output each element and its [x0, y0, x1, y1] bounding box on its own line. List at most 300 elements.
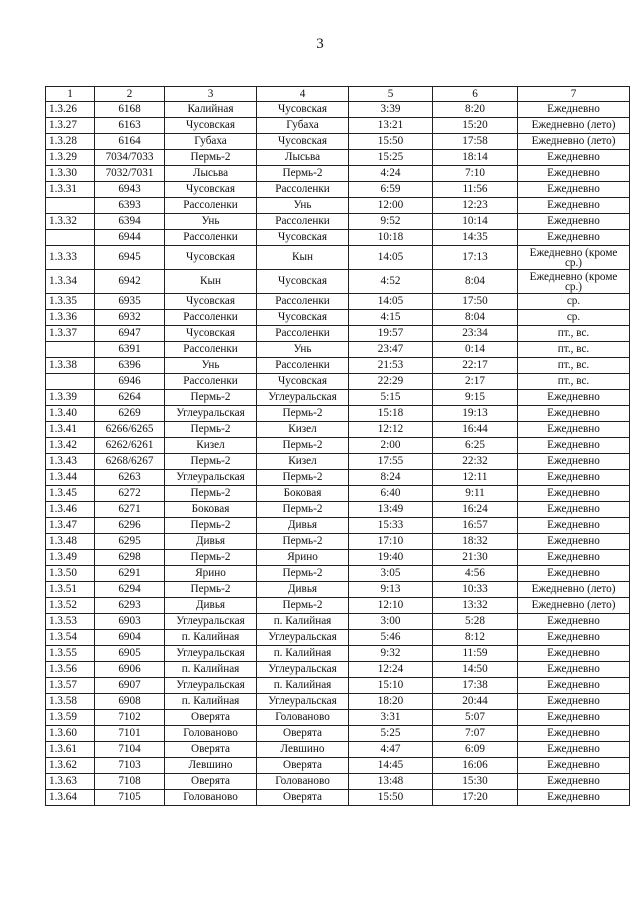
- table-row: [46, 550, 630, 566]
- cell-item-number: 1.3.34: [46, 270, 95, 294]
- cell-train-number: 6298: [95, 550, 165, 566]
- cell-item-number: 1.3.59: [46, 710, 95, 726]
- cell-departure-time: 12:10: [349, 598, 433, 614]
- cell-departure-time: 22:29: [349, 374, 433, 390]
- cell-train-number: 7101: [95, 726, 165, 742]
- cell-arrival-station: Чусовская: [257, 134, 349, 150]
- cell-departure-time: 5:15: [349, 390, 433, 406]
- cell-arrival-time: 16:24: [433, 502, 518, 518]
- cell-arrival-station: Губаха: [257, 118, 349, 134]
- cell-arrival-station: Левшино: [257, 742, 349, 758]
- cell-arrival-time: 9:15: [433, 390, 518, 406]
- table-body: [46, 102, 630, 806]
- cell-departure-time: 6:59: [349, 182, 433, 198]
- cell-arrival-station: Ярино: [257, 550, 349, 566]
- cell-train-number: 6291: [95, 566, 165, 582]
- cell-item-number: 1.3.28: [46, 134, 95, 150]
- table-row: [46, 374, 630, 390]
- table-row: [46, 134, 630, 150]
- cell-arrival-station: Чусовская: [257, 102, 349, 118]
- cell-train-number: 6906: [95, 662, 165, 678]
- header-cell: 2: [95, 87, 165, 102]
- cell-departure-time: 3:05: [349, 566, 433, 582]
- cell-item-number: 1.3.51: [46, 582, 95, 598]
- cell-departure-station: п. Калийная: [165, 694, 257, 710]
- cell-train-number: 6164: [95, 134, 165, 150]
- cell-item-number: 1.3.37: [46, 326, 95, 342]
- cell-arrival-time: 5:28: [433, 614, 518, 630]
- cell-arrival-time: 8:12: [433, 630, 518, 646]
- cell-departure-time: 9:52: [349, 214, 433, 230]
- table-row: [46, 214, 630, 230]
- table-row: [46, 678, 630, 694]
- cell-train-number: 6268/6267: [95, 454, 165, 470]
- cell-schedule-days: Ежедневно: [518, 518, 630, 534]
- cell-departure-time: 18:20: [349, 694, 433, 710]
- cell-arrival-station: Дивья: [257, 582, 349, 598]
- cell-schedule-days: Ежедневно: [518, 550, 630, 566]
- cell-item-number: 1.3.39: [46, 390, 95, 406]
- cell-item-number: 1.3.62: [46, 758, 95, 774]
- cell-arrival-station: Чусовская: [257, 230, 349, 246]
- table-row: [46, 502, 630, 518]
- cell-departure-station: Губаха: [165, 134, 257, 150]
- cell-train-number: 6391: [95, 342, 165, 358]
- cell-departure-time: 21:53: [349, 358, 433, 374]
- cell-schedule-days: Ежедневно (кроме ср.): [518, 246, 630, 270]
- cell-train-number: 6907: [95, 678, 165, 694]
- cell-departure-time: 14:45: [349, 758, 433, 774]
- header-row: [46, 87, 630, 102]
- table-row: [46, 118, 630, 134]
- cell-departure-time: 12:12: [349, 422, 433, 438]
- cell-arrival-time: 6:09: [433, 742, 518, 758]
- cell-departure-station: Левшино: [165, 758, 257, 774]
- cell-train-number: 6908: [95, 694, 165, 710]
- cell-item-number: 1.3.45: [46, 486, 95, 502]
- cell-departure-station: Пермь-2: [165, 150, 257, 166]
- cell-schedule-days: ср.: [518, 294, 630, 310]
- cell-item-number: 1.3.50: [46, 566, 95, 582]
- cell-arrival-station: Рассоленки: [257, 358, 349, 374]
- cell-departure-station: Кизел: [165, 438, 257, 454]
- cell-arrival-station: Пермь-2: [257, 470, 349, 486]
- cell-item-number: 1.3.30: [46, 166, 95, 182]
- cell-arrival-time: 22:17: [433, 358, 518, 374]
- cell-departure-time: 6:40: [349, 486, 433, 502]
- cell-arrival-station: Голованово: [257, 774, 349, 790]
- cell-train-number: 6393: [95, 198, 165, 214]
- cell-departure-station: Рассоленки: [165, 342, 257, 358]
- cell-departure-station: Рассоленки: [165, 374, 257, 390]
- table-row: [46, 470, 630, 486]
- cell-arrival-time: 16:44: [433, 422, 518, 438]
- table-row: [46, 486, 630, 502]
- cell-item-number: 1.3.42: [46, 438, 95, 454]
- cell-arrival-time: 5:07: [433, 710, 518, 726]
- cell-arrival-time: 15:20: [433, 118, 518, 134]
- table-row: [46, 662, 630, 678]
- cell-departure-time: 17:55: [349, 454, 433, 470]
- cell-arrival-station: п. Калийная: [257, 678, 349, 694]
- cell-arrival-time: 17:13: [433, 246, 518, 270]
- cell-arrival-time: 17:50: [433, 294, 518, 310]
- cell-train-number: 6262/6261: [95, 438, 165, 454]
- header-cell: 3: [165, 87, 257, 102]
- cell-arrival-time: 9:11: [433, 486, 518, 502]
- cell-arrival-time: 6:25: [433, 438, 518, 454]
- cell-arrival-station: Голованово: [257, 710, 349, 726]
- cell-departure-time: 10:18: [349, 230, 433, 246]
- cell-departure-time: 17:10: [349, 534, 433, 550]
- cell-train-number: 6943: [95, 182, 165, 198]
- cell-item-number: 1.3.48: [46, 534, 95, 550]
- cell-item-number: 1.3.38: [46, 358, 95, 374]
- cell-train-number: 7108: [95, 774, 165, 790]
- cell-departure-station: Рассоленки: [165, 310, 257, 326]
- cell-arrival-station: Унь: [257, 342, 349, 358]
- cell-departure-station: п. Калийная: [165, 662, 257, 678]
- cell-item-number: [46, 342, 95, 358]
- table-row: [46, 454, 630, 470]
- cell-train-number: 7104: [95, 742, 165, 758]
- cell-departure-time: 3:31: [349, 710, 433, 726]
- train-schedule-table: [45, 86, 630, 806]
- cell-schedule-days: Ежедневно: [518, 470, 630, 486]
- cell-departure-time: 3:39: [349, 102, 433, 118]
- cell-departure-time: 5:46: [349, 630, 433, 646]
- cell-train-number: 6295: [95, 534, 165, 550]
- cell-item-number: 1.3.54: [46, 630, 95, 646]
- cell-departure-station: Голованово: [165, 790, 257, 806]
- cell-arrival-station: Рассоленки: [257, 182, 349, 198]
- cell-schedule-days: Ежедневно: [518, 534, 630, 550]
- cell-departure-time: 15:50: [349, 790, 433, 806]
- cell-schedule-days: Ежедневно: [518, 486, 630, 502]
- cell-departure-time: 23:47: [349, 342, 433, 358]
- cell-arrival-station: Пермь-2: [257, 534, 349, 550]
- cell-schedule-days: Ежедневно: [518, 646, 630, 662]
- cell-departure-time: 15:33: [349, 518, 433, 534]
- cell-arrival-station: Чусовская: [257, 310, 349, 326]
- cell-departure-station: Углеуральская: [165, 646, 257, 662]
- cell-schedule-days: Ежедневно: [518, 694, 630, 710]
- cell-arrival-station: Углеуральская: [257, 662, 349, 678]
- cell-item-number: 1.3.47: [46, 518, 95, 534]
- cell-item-number: 1.3.41: [46, 422, 95, 438]
- cell-train-number: 6293: [95, 598, 165, 614]
- table-row: [46, 390, 630, 406]
- table-row: [46, 438, 630, 454]
- cell-item-number: 1.3.36: [46, 310, 95, 326]
- cell-departure-station: Углеуральская: [165, 406, 257, 422]
- cell-item-number: 1.3.53: [46, 614, 95, 630]
- cell-arrival-time: 8:04: [433, 270, 518, 294]
- cell-item-number: 1.3.29: [46, 150, 95, 166]
- table-row: [46, 342, 630, 358]
- cell-schedule-days: Ежедневно (лето): [518, 118, 630, 134]
- cell-schedule-days: пт., вс.: [518, 326, 630, 342]
- cell-arrival-time: 11:56: [433, 182, 518, 198]
- cell-arrival-time: 14:50: [433, 662, 518, 678]
- cell-departure-station: Рассоленки: [165, 198, 257, 214]
- cell-departure-station: Оверята: [165, 774, 257, 790]
- cell-departure-station: Кын: [165, 270, 257, 294]
- table-row: [46, 726, 630, 742]
- cell-schedule-days: Ежедневно: [518, 790, 630, 806]
- cell-train-number: 6396: [95, 358, 165, 374]
- cell-departure-station: Углеуральская: [165, 470, 257, 486]
- table-row: [46, 774, 630, 790]
- cell-schedule-days: Ежедневно: [518, 566, 630, 582]
- cell-departure-time: 12:00: [349, 198, 433, 214]
- cell-arrival-time: 8:04: [433, 310, 518, 326]
- cell-departure-time: 13:21: [349, 118, 433, 134]
- cell-departure-time: 13:48: [349, 774, 433, 790]
- table-row: [46, 150, 630, 166]
- cell-train-number: 6394: [95, 214, 165, 230]
- cell-schedule-days: Ежедневно: [518, 502, 630, 518]
- cell-departure-station: Дивья: [165, 534, 257, 550]
- cell-item-number: 1.3.57: [46, 678, 95, 694]
- cell-item-number: [46, 230, 95, 246]
- cell-departure-station: Унь: [165, 358, 257, 374]
- cell-departure-time: 3:00: [349, 614, 433, 630]
- cell-train-number: 6294: [95, 582, 165, 598]
- cell-arrival-station: Пермь-2: [257, 438, 349, 454]
- cell-departure-station: Дивья: [165, 598, 257, 614]
- cell-departure-station: Оверята: [165, 742, 257, 758]
- cell-item-number: 1.3.61: [46, 742, 95, 758]
- cell-arrival-time: 14:35: [433, 230, 518, 246]
- cell-schedule-days: пт., вс.: [518, 374, 630, 390]
- cell-departure-time: 5:25: [349, 726, 433, 742]
- cell-schedule-days: Ежедневно: [518, 726, 630, 742]
- cell-departure-time: 14:05: [349, 294, 433, 310]
- cell-schedule-days: Ежедневно: [518, 390, 630, 406]
- cell-departure-time: 4:24: [349, 166, 433, 182]
- cell-train-number: 6935: [95, 294, 165, 310]
- table-row: [46, 230, 630, 246]
- cell-arrival-time: 0:14: [433, 342, 518, 358]
- cell-schedule-days: Ежедневно: [518, 630, 630, 646]
- cell-arrival-station: Углеуральская: [257, 630, 349, 646]
- cell-arrival-station: Рассоленки: [257, 214, 349, 230]
- cell-arrival-time: 8:20: [433, 102, 518, 118]
- cell-train-number: 6932: [95, 310, 165, 326]
- cell-departure-station: Пермь-2: [165, 422, 257, 438]
- table-row: [46, 790, 630, 806]
- cell-arrival-time: 7:07: [433, 726, 518, 742]
- cell-item-number: [46, 374, 95, 390]
- cell-arrival-station: Пермь-2: [257, 566, 349, 582]
- table-row: [46, 422, 630, 438]
- cell-schedule-days: Ежедневно: [518, 214, 630, 230]
- cell-arrival-station: Кизел: [257, 454, 349, 470]
- cell-train-number: 6168: [95, 102, 165, 118]
- cell-item-number: 1.3.31: [46, 182, 95, 198]
- cell-schedule-days: Ежедневно: [518, 742, 630, 758]
- cell-train-number: 6272: [95, 486, 165, 502]
- cell-train-number: 7102: [95, 710, 165, 726]
- cell-arrival-time: 17:38: [433, 678, 518, 694]
- cell-item-number: 1.3.56: [46, 662, 95, 678]
- cell-item-number: [46, 198, 95, 214]
- cell-schedule-days: Ежедневно: [518, 774, 630, 790]
- table-row: [46, 198, 630, 214]
- table-row: [46, 582, 630, 598]
- cell-train-number: 6942: [95, 270, 165, 294]
- cell-item-number: 1.3.40: [46, 406, 95, 422]
- cell-schedule-days: Ежедневно: [518, 662, 630, 678]
- table-row: [46, 694, 630, 710]
- cell-arrival-station: Чусовская: [257, 270, 349, 294]
- cell-departure-time: 13:49: [349, 502, 433, 518]
- cell-schedule-days: Ежедневно (лето): [518, 134, 630, 150]
- cell-schedule-days: Ежедневно: [518, 710, 630, 726]
- cell-arrival-station: Оверята: [257, 726, 349, 742]
- cell-arrival-time: 4:56: [433, 566, 518, 582]
- cell-schedule-days: Ежедневно: [518, 758, 630, 774]
- cell-arrival-station: Оверята: [257, 790, 349, 806]
- cell-departure-station: Чусовская: [165, 246, 257, 270]
- table-row: [46, 294, 630, 310]
- cell-arrival-station: Дивья: [257, 518, 349, 534]
- cell-schedule-days: Ежедневно (кроме ср.): [518, 270, 630, 294]
- cell-arrival-station: Лысьва: [257, 150, 349, 166]
- cell-arrival-station: Рассоленки: [257, 326, 349, 342]
- cell-departure-time: 15:18: [349, 406, 433, 422]
- cell-departure-station: Пермь-2: [165, 582, 257, 598]
- cell-item-number: 1.3.55: [46, 646, 95, 662]
- cell-departure-station: Боковая: [165, 502, 257, 518]
- header-cell: 1: [46, 87, 95, 102]
- cell-train-number: 6264: [95, 390, 165, 406]
- cell-schedule-days: Ежедневно: [518, 230, 630, 246]
- cell-departure-station: Углеуральская: [165, 678, 257, 694]
- cell-schedule-days: Ежедневно: [518, 150, 630, 166]
- cell-train-number: 6947: [95, 326, 165, 342]
- table-row: [46, 358, 630, 374]
- cell-item-number: 1.3.26: [46, 102, 95, 118]
- cell-arrival-station: Чусовская: [257, 374, 349, 390]
- cell-train-number: 7032/7031: [95, 166, 165, 182]
- cell-item-number: 1.3.32: [46, 214, 95, 230]
- cell-departure-station: Лысьва: [165, 166, 257, 182]
- cell-schedule-days: Ежедневно: [518, 678, 630, 694]
- table-row: [46, 182, 630, 198]
- cell-arrival-time: 11:59: [433, 646, 518, 662]
- table-row: [46, 742, 630, 758]
- cell-schedule-days: Ежедневно: [518, 182, 630, 198]
- cell-item-number: 1.3.58: [46, 694, 95, 710]
- cell-departure-time: 19:57: [349, 326, 433, 342]
- cell-schedule-days: Ежедневно: [518, 198, 630, 214]
- cell-departure-station: Пермь-2: [165, 486, 257, 502]
- cell-departure-time: 15:10: [349, 678, 433, 694]
- table-row: [46, 310, 630, 326]
- cell-arrival-station: Рассоленки: [257, 294, 349, 310]
- cell-departure-time: 15:25: [349, 150, 433, 166]
- cell-arrival-station: Углеуральская: [257, 694, 349, 710]
- cell-schedule-days: Ежедневно (лето): [518, 582, 630, 598]
- table-row: [46, 270, 630, 294]
- cell-schedule-days: Ежедневно: [518, 438, 630, 454]
- cell-item-number: 1.3.63: [46, 774, 95, 790]
- cell-item-number: 1.3.46: [46, 502, 95, 518]
- cell-train-number: 6905: [95, 646, 165, 662]
- table-row: [46, 630, 630, 646]
- cell-train-number: 6163: [95, 118, 165, 134]
- cell-train-number: 7034/7033: [95, 150, 165, 166]
- cell-arrival-time: 20:44: [433, 694, 518, 710]
- cell-departure-time: 8:24: [349, 470, 433, 486]
- cell-arrival-station: Унь: [257, 198, 349, 214]
- cell-schedule-days: пт., вс.: [518, 358, 630, 374]
- cell-item-number: 1.3.64: [46, 790, 95, 806]
- cell-departure-station: Оверята: [165, 710, 257, 726]
- cell-arrival-time: 18:32: [433, 534, 518, 550]
- cell-arrival-station: Пермь-2: [257, 598, 349, 614]
- cell-departure-station: Углеуральская: [165, 614, 257, 630]
- cell-train-number: 6269: [95, 406, 165, 422]
- cell-arrival-time: 15:30: [433, 774, 518, 790]
- cell-departure-time: 4:47: [349, 742, 433, 758]
- cell-schedule-days: пт., вс.: [518, 342, 630, 358]
- cell-schedule-days: Ежедневно (лето): [518, 598, 630, 614]
- cell-departure-station: Голованово: [165, 726, 257, 742]
- header-cell: 7: [518, 87, 630, 102]
- cell-arrival-station: Пермь-2: [257, 406, 349, 422]
- cell-departure-time: 9:32: [349, 646, 433, 662]
- cell-departure-time: 14:05: [349, 246, 433, 270]
- cell-arrival-time: 2:17: [433, 374, 518, 390]
- cell-schedule-days: Ежедневно: [518, 102, 630, 118]
- cell-departure-station: Пермь-2: [165, 454, 257, 470]
- cell-departure-station: Чусовская: [165, 182, 257, 198]
- cell-departure-time: 19:40: [349, 550, 433, 566]
- cell-train-number: 7103: [95, 758, 165, 774]
- cell-item-number: 1.3.43: [46, 454, 95, 470]
- table-row: [46, 646, 630, 662]
- cell-arrival-time: 16:06: [433, 758, 518, 774]
- cell-arrival-time: 13:32: [433, 598, 518, 614]
- cell-departure-station: Унь: [165, 214, 257, 230]
- cell-schedule-days: Ежедневно: [518, 406, 630, 422]
- table-row: [46, 326, 630, 342]
- cell-arrival-station: Кизел: [257, 422, 349, 438]
- cell-arrival-time: 12:23: [433, 198, 518, 214]
- cell-train-number: 6945: [95, 246, 165, 270]
- cell-arrival-time: 17:58: [433, 134, 518, 150]
- cell-train-number: 6271: [95, 502, 165, 518]
- cell-item-number: 1.3.60: [46, 726, 95, 742]
- cell-item-number: 1.3.44: [46, 470, 95, 486]
- cell-arrival-time: 19:13: [433, 406, 518, 422]
- cell-departure-time: 2:00: [349, 438, 433, 454]
- cell-departure-station: Чусовская: [165, 326, 257, 342]
- cell-schedule-days: Ежедневно: [518, 166, 630, 182]
- cell-arrival-station: п. Калийная: [257, 646, 349, 662]
- cell-train-number: 6296: [95, 518, 165, 534]
- cell-departure-station: Рассоленки: [165, 230, 257, 246]
- cell-schedule-days: Ежедневно: [518, 454, 630, 470]
- cell-arrival-station: Оверята: [257, 758, 349, 774]
- cell-departure-time: 4:15: [349, 310, 433, 326]
- cell-arrival-time: 10:33: [433, 582, 518, 598]
- cell-departure-station: Калийная: [165, 102, 257, 118]
- cell-arrival-station: Пермь-2: [257, 166, 349, 182]
